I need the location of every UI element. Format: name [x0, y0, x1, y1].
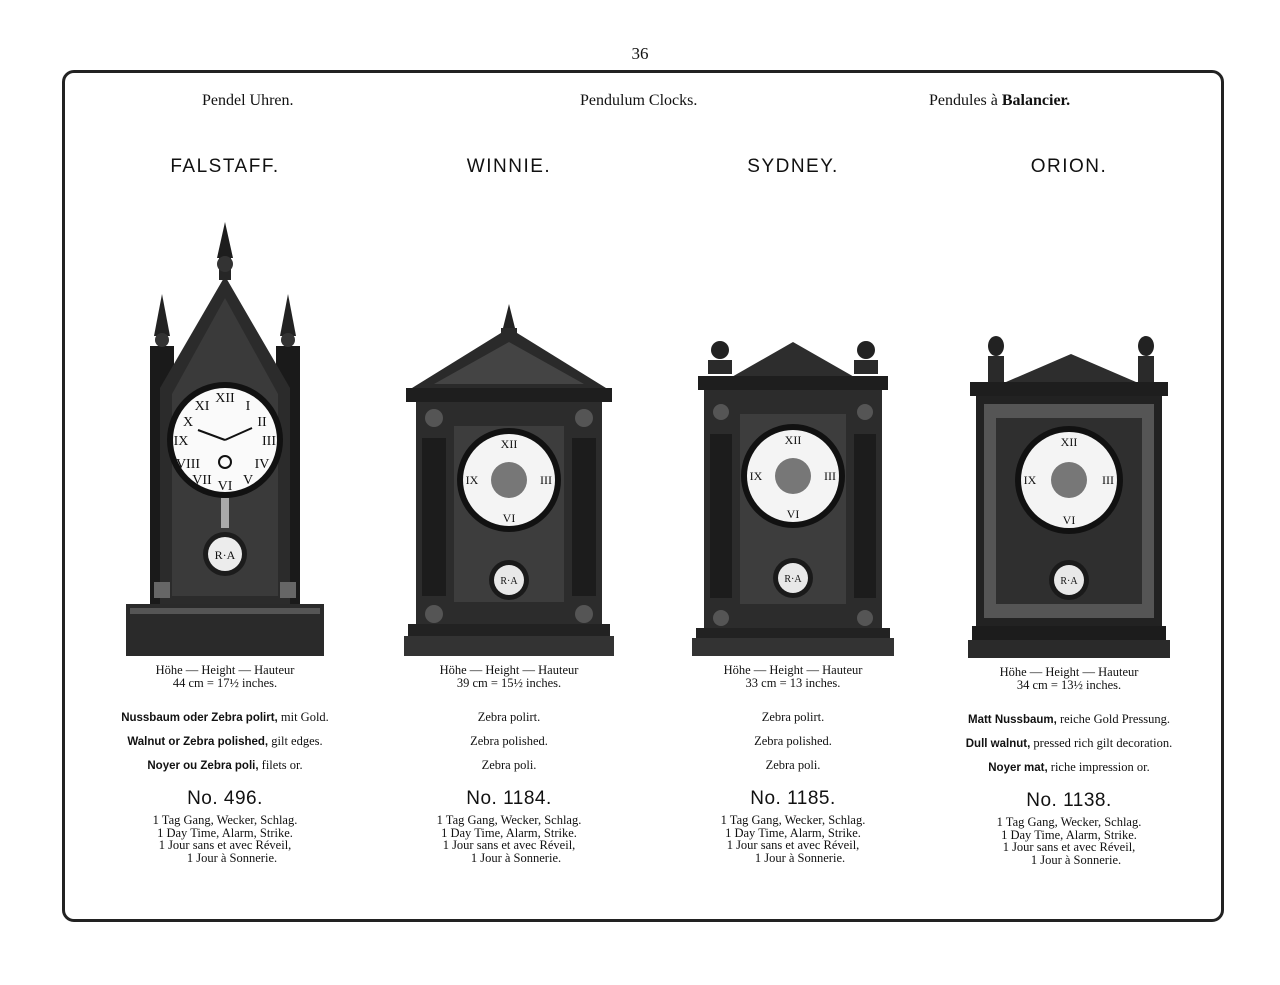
- feature-item: 1 Jour à Sonnerie.: [1030, 852, 1122, 867]
- feature-item: 1 Day Time, Alarm, Strike.: [157, 825, 293, 840]
- model-number: No. 496.: [187, 788, 263, 809]
- feature-item: 1 Day Time, Alarm, Strike.: [441, 825, 577, 840]
- finish-rest: mit Gold.: [277, 710, 329, 724]
- model-number: No. 1184.: [466, 788, 552, 809]
- features-list: [650, 814, 936, 864]
- feature-item: 1 Jour sans et avec Réveil,: [442, 838, 576, 852]
- height-value: 44 cm = 17½ inches.: [172, 676, 278, 690]
- falstaff-clock-illustration: [120, 218, 330, 656]
- clock-column-orion: [926, 156, 1212, 866]
- svg-text:III: III: [1102, 473, 1114, 487]
- svg-text:VI: VI: [217, 479, 233, 494]
- finish-rest: pressed rich gilt decoration.: [1030, 736, 1173, 750]
- svg-text:IX: IX: [465, 473, 479, 487]
- orion-clock-illustration: [966, 218, 1172, 658]
- features-list: [82, 814, 368, 864]
- svg-text:VI: VI: [1062, 513, 1076, 527]
- svg-text:III: III: [824, 469, 836, 483]
- finish-line-french: [926, 760, 1212, 776]
- finish-rest: riche impression or.: [1047, 760, 1150, 774]
- finish-line-french: [366, 758, 652, 774]
- finish-rest: Zebra poli.: [765, 758, 821, 772]
- height-value: 39 cm = 15½ inches.: [456, 676, 562, 690]
- header-french-prefix: Pendules à: [929, 92, 1002, 109]
- finish-bold: Nussbaum oder Zebra polirt,: [121, 712, 278, 724]
- finish-bold: Matt Nussbaum,: [968, 714, 1057, 726]
- svg-text:R·A: R·A: [214, 548, 236, 562]
- winnie-clock-illustration: [400, 218, 618, 656]
- finish-rest: Zebra poli.: [481, 758, 537, 772]
- feature-item: 1 Tag Gang, Wecker, Schlag.: [996, 815, 1142, 829]
- svg-text:XII: XII: [784, 433, 802, 447]
- svg-text:IV: IV: [254, 457, 270, 472]
- feature-item: 1 Jour à Sonnerie.: [754, 850, 846, 865]
- finish-line-german: [650, 710, 936, 726]
- finish-bold: Walnut or Zebra polished,: [127, 736, 269, 748]
- clock-column-winnie: [366, 156, 652, 864]
- svg-text:IX: IX: [749, 469, 763, 483]
- finish-line-english: [650, 734, 936, 750]
- clock-column-sydney: [650, 156, 936, 864]
- svg-text:VI: VI: [502, 511, 516, 525]
- svg-text:II: II: [257, 415, 267, 430]
- svg-text:XII: XII: [215, 391, 235, 406]
- finish-rest: Zebra polirt.: [761, 710, 825, 724]
- feature-item: 1 Jour sans et avec Réveil,: [1002, 840, 1136, 854]
- finish-bold: Noyer mat,: [988, 762, 1048, 774]
- sydney-clock-illustration: [690, 218, 896, 656]
- clock-name: WINNIE.: [466, 156, 552, 177]
- svg-text:XII: XII: [1060, 435, 1078, 449]
- svg-text:R·A: R·A: [500, 576, 518, 587]
- features-list: [926, 816, 1212, 866]
- page-header: [0, 92, 1280, 114]
- feature-item: 1 Jour à Sonnerie.: [470, 850, 562, 865]
- finish-rest: filets or.: [258, 758, 303, 772]
- finish-bold: Dull walnut,: [965, 738, 1031, 750]
- finish-list: [366, 710, 652, 774]
- height-value: 34 cm = 13½ inches.: [1016, 678, 1122, 692]
- svg-text:VI: VI: [786, 507, 800, 521]
- clock-name: SYDNEY.: [747, 156, 839, 177]
- height-value: 33 cm = 13 inches.: [745, 676, 841, 690]
- height-info: [926, 666, 1212, 692]
- svg-text:III: III: [540, 473, 552, 487]
- header-french: [929, 92, 1070, 110]
- finish-line-english: [366, 734, 652, 750]
- finish-bold: Noyer ou Zebra poli,: [147, 760, 259, 772]
- svg-text:III: III: [262, 434, 276, 449]
- svg-text:I: I: [245, 399, 251, 414]
- svg-text:R·A: R·A: [784, 574, 802, 585]
- header-german: Pendel Uhren.: [202, 92, 294, 109]
- feature-item: 1 Day Time, Alarm, Strike.: [1001, 827, 1137, 842]
- finish-line-german: [82, 710, 368, 726]
- feature-item: 1 Tag Gang, Wecker, Schlag.: [152, 813, 298, 827]
- finish-list: [82, 710, 368, 774]
- clock-name: ORION.: [1030, 156, 1108, 177]
- finish-list: [650, 710, 936, 774]
- svg-text:V: V: [242, 473, 254, 488]
- svg-text:XI: XI: [194, 399, 210, 414]
- header-english: Pendulum Clocks.: [580, 92, 698, 109]
- model-number: No. 1138.: [1026, 790, 1112, 811]
- header-french-bold: Balancier.: [1001, 92, 1071, 109]
- svg-text:R·A: R·A: [1060, 576, 1078, 587]
- height-label: Höhe — Height — Hauteur: [999, 665, 1139, 679]
- finish-line-french: [650, 758, 936, 774]
- feature-item: 1 Tag Gang, Wecker, Schlag.: [720, 813, 866, 827]
- model-number: No. 1185.: [750, 788, 836, 809]
- feature-item: 1 Jour sans et avec Réveil,: [726, 838, 860, 852]
- finish-line-english: [82, 734, 368, 750]
- finish-rest: gilt edges.: [268, 734, 323, 748]
- finish-rest: Zebra polirt.: [477, 710, 541, 724]
- height-label: Höhe — Height — Hauteur: [439, 663, 579, 677]
- finish-list: [926, 712, 1212, 776]
- finish-line-german: [926, 712, 1212, 728]
- finish-rest: reiche Gold Pressung.: [1056, 712, 1170, 726]
- svg-text:IX: IX: [1023, 473, 1037, 487]
- page-number: 36: [631, 44, 649, 63]
- svg-text:XII: XII: [500, 437, 518, 451]
- svg-text:IX: IX: [173, 434, 189, 449]
- finish-line-english: [926, 736, 1212, 752]
- feature-item: 1 Jour sans et avec Réveil,: [158, 838, 292, 852]
- height-info: [650, 664, 936, 690]
- feature-item: 1 Day Time, Alarm, Strike.: [725, 825, 861, 840]
- finish-line-french: [82, 758, 368, 774]
- feature-item: 1 Jour à Sonnerie.: [186, 850, 278, 865]
- svg-text:X: X: [182, 415, 194, 430]
- svg-text:VII: VII: [192, 473, 212, 488]
- svg-text:VIII: VIII: [175, 457, 201, 472]
- finish-line-german: [366, 710, 652, 726]
- height-info: [366, 664, 652, 690]
- finish-rest: Zebra polished.: [754, 734, 832, 748]
- height-label: Höhe — Height — Hauteur: [155, 663, 295, 677]
- features-list: [366, 814, 652, 864]
- height-label: Höhe — Height — Hauteur: [723, 663, 863, 677]
- clock-name: FALSTAFF.: [170, 156, 280, 177]
- finish-rest: Zebra polished.: [470, 734, 548, 748]
- height-info: [82, 664, 368, 690]
- feature-item: 1 Tag Gang, Wecker, Schlag.: [436, 813, 582, 827]
- clock-column-falstaff: [82, 156, 368, 864]
